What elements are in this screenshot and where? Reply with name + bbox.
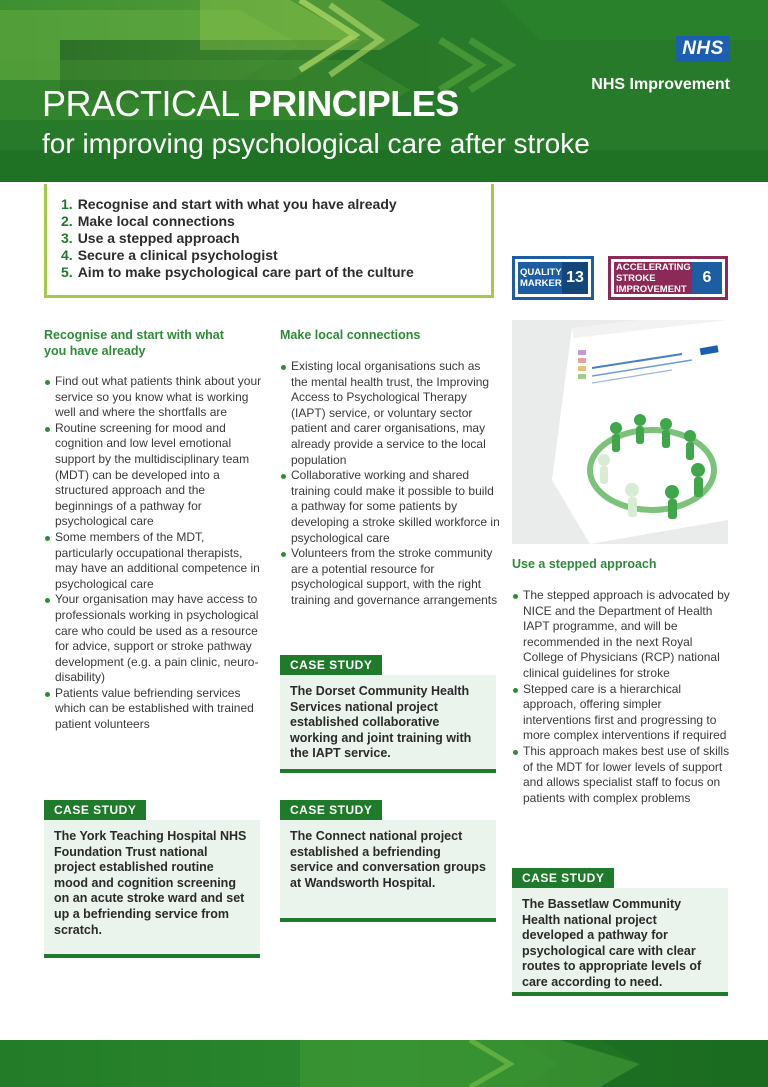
principle-item: 3. Use a stepped approach [61, 230, 240, 246]
list-item: Your organisation may have access to professionals working in psychological care who could be used as a resource for advice, support or stroke pathway development (e.g. a pain clinic, neuro-disability) [44, 592, 264, 686]
accelerating-stroke-badge [608, 256, 728, 300]
case-study-bassetlaw [512, 868, 728, 996]
quality-marker-value: 13 [562, 262, 588, 294]
list-item: Patients value befriending services which can be established with trained patient volunteers [44, 686, 264, 733]
list-item: Volunteers from the stroke community are a potential resource for psychological support, with the right training and governance arrangements [280, 546, 500, 608]
principles-list [61, 196, 491, 281]
list-item: Routine screening for mood and cognition and low level emotional support by the multidisciplinary team (MDT) can be developed into a structured approach and the beginnings of a pathway for psychological care [44, 421, 264, 530]
footer-banner [0, 1040, 768, 1087]
accelerating-label: ACCELERATING [616, 261, 691, 273]
accelerating-label: IMPROVEMENT [616, 283, 687, 295]
case-study-label: CASE STUDY [44, 800, 146, 820]
principle-item: 1. Recognise and start with what you have already [61, 196, 397, 212]
list-item: Collaborative working and shared training could make it possible to build a pathway for some patients by developing a stroke skilled workforce in psychological care [280, 468, 500, 546]
quality-marker-badge [512, 256, 594, 300]
list-item: Find out what patients think about your service so you know what is working well and where the shortfalls are [44, 374, 264, 421]
case-study-text: The Bassetlaw Community Health national project developed a pathway for psychological care with clear routes to appropriate levels of care according to need. [512, 888, 728, 996]
list-item: The stepped approach is advocated by NICE and the Department of Health IAPT programme, and will be recommended in the next Royal College of Physicians (RCP) national clinical guidelines for stroke [512, 588, 730, 682]
principle-item: 5. Aim to make psychological care part of the culture [61, 264, 414, 280]
publication-illustration [512, 320, 728, 544]
org-name: NHS Improvement [591, 76, 730, 93]
principle-item: 4. Secure a clinical psychologist [61, 247, 278, 263]
case-study-dorset [280, 655, 496, 773]
header-banner [0, 0, 768, 182]
section-heading-connections: Make local connections [280, 328, 421, 342]
principle-item: 2. Make local connections [61, 213, 235, 229]
list-item: This approach makes best use of skills of the MDT for lower levels of support and allows specialist staff to focus on patients with complex problems [512, 744, 730, 806]
case-study-connect [280, 800, 496, 922]
case-study-text: The York Teaching Hospital NHS Foundation Trust national project established routine mood and cognition screening on an acute stroke ward and set up a befriending service from scratch. [44, 820, 260, 958]
page-title: PRACTICAL PRINCIPLES [42, 83, 459, 124]
accelerating-value: 6 [692, 262, 722, 294]
case-study-text: The Connect national project established a befriending service and conversation groups at Wandsworth Hospital. [280, 820, 496, 922]
case-study-label: CASE STUDY [280, 800, 382, 820]
connections-bullet-list [280, 359, 500, 609]
quality-marker-label: QUALITY [520, 267, 562, 278]
section-heading-recognise: Recognise and start with what you have already [44, 328, 224, 358]
case-study-text: The Dorset Community Health Services national project established collaborative working and joint training with the IAPT service. [280, 675, 496, 773]
nhs-logo: NHS [676, 36, 730, 62]
case-study-label: CASE STUDY [512, 868, 614, 888]
principles-box [44, 184, 494, 298]
page-subtitle: for improving psychological care after stroke [42, 128, 590, 159]
list-item: Some members of the MDT, particularly occupational therapists, may have an additional competence in psychological care [44, 530, 264, 592]
section-heading-stepped: Use a stepped approach [512, 557, 657, 571]
footer-pattern-graphic [0, 1040, 768, 1087]
quality-marker-label: MARKER [520, 278, 562, 289]
publication-cover-image [512, 320, 728, 544]
case-study-york [44, 800, 260, 958]
stepped-bullet-list [512, 588, 730, 806]
case-study-label: CASE STUDY [280, 655, 382, 675]
accelerating-label: STROKE [616, 272, 656, 284]
recognise-bullet-list [44, 374, 264, 733]
list-item: Stepped care is a hierarchical approach, offering simpler interventions first and progressing to more complex interventions if required [512, 682, 730, 744]
list-item: Existing local organisations such as the mental health trust, the Improving Access to Psychological Therapy (IAPT) service, or voluntary sector patient and carer organisations, may already provide a service to the local population [280, 359, 500, 468]
